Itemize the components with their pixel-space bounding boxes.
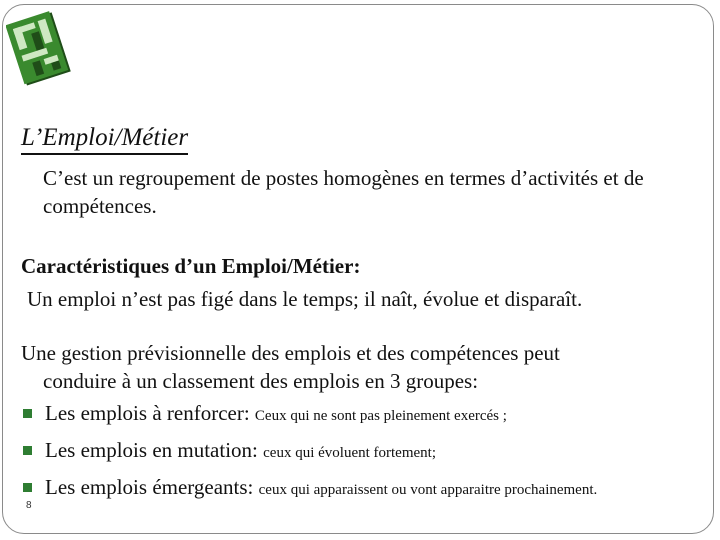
logo-icon — [6, 10, 72, 86]
group-label: Les emplois à renforcer: — [45, 401, 255, 425]
group-label: Les emplois en mutation: — [45, 438, 264, 462]
page-number: 8 — [26, 500, 32, 511]
characteristics-text: Un emploi n’est pas figé dans le temps; il naît, évolue et disparaît. — [27, 287, 583, 311]
characteristics-heading: Caractéristiques d’un Emploi/Métier: — [21, 254, 361, 278]
intro-line-1: Une gestion prévisionnelle des emplois et des compétences peut — [21, 341, 560, 365]
definition-text: C’est un regroupement de postes homogènes en termes d’activités et de compétences. — [43, 166, 644, 218]
group-description: Ceux qui ne sont pas pleinement exercés ; — [254, 408, 507, 424]
list-item — [21, 472, 711, 509]
bullet-square-icon — [23, 483, 32, 492]
intro-paragraph — [21, 339, 701, 395]
groups-list — [21, 398, 711, 509]
intro-line-2: conduire à un classement des emplois en 3 groupes: — [43, 369, 479, 393]
group-description: ceux qui apparaissent ou vont apparaitre prochainement. — [258, 482, 598, 498]
list-item — [21, 398, 711, 435]
bullet-square-icon — [23, 446, 32, 455]
group-description: ceux qui évoluent fortement; — [263, 445, 436, 461]
list-item — [21, 435, 711, 472]
bullet-square-icon — [23, 409, 32, 418]
group-label: Les emplois émergeants: — [45, 475, 259, 499]
slide-title: L’Emploi/Métier — [21, 122, 188, 155]
